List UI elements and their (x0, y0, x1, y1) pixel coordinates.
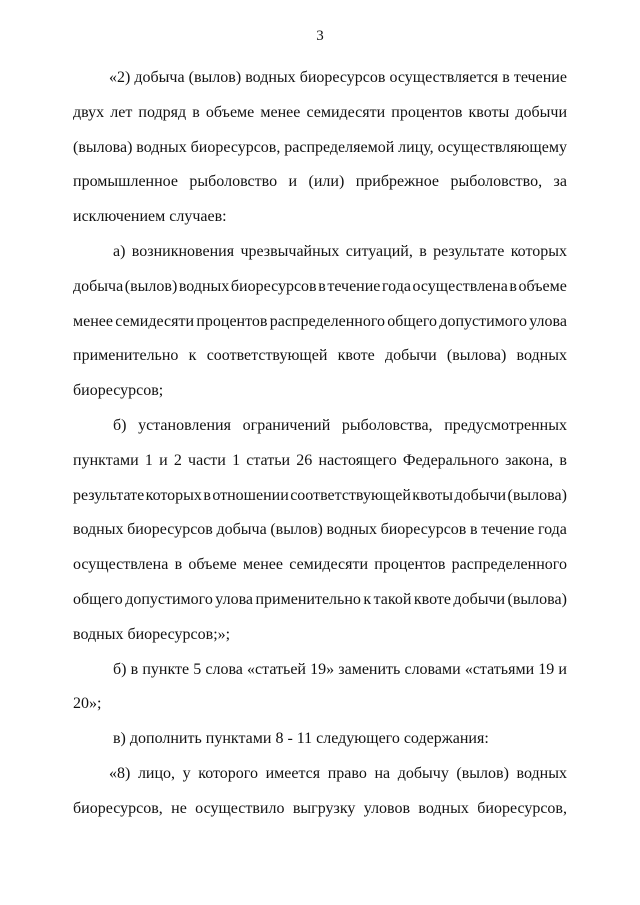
text-line (73, 519, 567, 554)
text-line (73, 485, 567, 520)
word: чрезвычайных (240, 242, 340, 260)
word: добыча (134, 69, 185, 86)
word: объеме (188, 556, 237, 574)
word: водных (136, 138, 187, 156)
word: улова (529, 312, 567, 330)
word: биоресурсов, (73, 799, 163, 817)
word: (вылова) (507, 486, 567, 504)
word: (вылова) (446, 347, 507, 365)
word: (вылов) (456, 764, 509, 782)
text-line (73, 171, 567, 206)
word: рыболовство, (450, 173, 543, 191)
word: улова (215, 590, 254, 608)
word: промышленное (73, 173, 178, 191)
word: осуществило (195, 799, 285, 817)
word: в (192, 103, 200, 121)
word: (вылова) (73, 138, 133, 156)
word: допустимого (125, 590, 213, 608)
word: добычи (515, 103, 567, 121)
word: которых (145, 486, 202, 504)
word: в (203, 486, 211, 504)
text-line (73, 798, 567, 833)
word: течение (481, 521, 535, 539)
word: водных (516, 764, 567, 782)
word: распределенного (451, 556, 567, 574)
word: соответствующей (206, 347, 328, 365)
word: Федерального (402, 451, 499, 469)
word: биоресурсов (299, 69, 386, 86)
word: квоты (412, 486, 454, 504)
text-line (73, 589, 567, 624)
word: водных (326, 521, 377, 539)
text-line (73, 415, 567, 450)
word: распределенного (269, 312, 385, 330)
word: объеме (518, 277, 567, 295)
word: распределяемой (284, 138, 395, 156)
word: и (159, 451, 168, 469)
text-line (73, 276, 567, 311)
word: в) дополнить пунктами 8 - 11 следующего содержания: (113, 730, 489, 748)
word: закона, (505, 451, 554, 469)
text-line (73, 554, 567, 589)
word: прибрежное (355, 173, 439, 191)
word: общего (73, 590, 123, 608)
word: уловов (363, 799, 411, 817)
word: добыча (73, 277, 124, 295)
word: осуществлена (412, 277, 508, 295)
word: у (182, 764, 191, 782)
text-line (73, 311, 567, 346)
word: в (509, 277, 517, 295)
text-line (73, 728, 567, 763)
word: применительно (255, 590, 361, 608)
word: «8) (109, 764, 131, 782)
word: исключением случаев: (73, 208, 227, 226)
word: процентов (391, 103, 463, 121)
text-line (73, 137, 567, 172)
word: статьи (246, 451, 291, 469)
word: не (171, 799, 187, 817)
word: добычи (453, 590, 506, 608)
word: течение (327, 277, 381, 295)
word: а) (113, 242, 126, 260)
word: ситуаций, (345, 242, 413, 260)
word: добычу (397, 764, 449, 782)
word: водных (516, 347, 567, 365)
word: в (174, 556, 183, 574)
word: и (558, 660, 567, 678)
word: применительно (73, 347, 179, 365)
word: 2 (173, 451, 182, 469)
word: заменить (338, 660, 401, 678)
word: настоящего (318, 451, 397, 469)
word: двух (73, 103, 105, 121)
word: «статьей (247, 660, 306, 678)
word: на (374, 764, 391, 782)
word: пунктами (73, 451, 139, 469)
word: которого (198, 764, 258, 782)
document-body (73, 67, 567, 833)
word: (вылов) (124, 277, 178, 295)
word: водных (418, 799, 469, 817)
word: отношении (212, 486, 289, 504)
word: квоте (337, 347, 375, 365)
word: года (537, 521, 567, 539)
word: такой (373, 590, 412, 608)
word: осуществлена (73, 556, 169, 574)
word: биоресурсов; (73, 382, 164, 400)
word: биоресурсов, (190, 138, 281, 156)
word: семидесяти (306, 103, 386, 121)
text-line (73, 763, 567, 798)
word: ограничений (242, 416, 331, 434)
word: водных (178, 277, 230, 295)
word: 1 (144, 451, 153, 469)
word: (вылов) (270, 521, 323, 539)
word: подряд (138, 103, 187, 121)
text-line (73, 659, 567, 694)
word: менее (260, 103, 301, 121)
word: к (363, 590, 372, 608)
word: в (130, 660, 139, 678)
text-line (73, 380, 567, 415)
word: 5 (193, 660, 202, 678)
word: 1 (232, 451, 241, 469)
word: общего (387, 312, 438, 330)
word: слова (205, 660, 243, 678)
word: водных биоресурсов;»; (73, 625, 231, 643)
word: года (381, 277, 411, 295)
word: квоте (413, 590, 451, 608)
word: осуществляется (389, 69, 499, 86)
word: имеется (265, 764, 321, 782)
word: семидесяти (115, 312, 195, 330)
text-line (73, 345, 567, 380)
word: выгрузку (292, 799, 356, 817)
word: осуществляющему (437, 138, 567, 156)
word: 19» (310, 660, 335, 678)
word: лицу, (398, 138, 434, 156)
word: возникновения (131, 242, 235, 260)
word: добычи (384, 347, 437, 365)
word: которых (510, 242, 567, 260)
word: процентов (196, 312, 268, 330)
word: установления (138, 416, 231, 434)
text-line (73, 450, 567, 485)
word: менее (73, 312, 113, 330)
word: в (470, 521, 478, 539)
word: биоресурсов (127, 521, 213, 539)
word: семидесяти (289, 556, 369, 574)
word: квоты (468, 103, 510, 121)
word: менее (243, 556, 283, 574)
word: предусмотренных (444, 416, 567, 434)
word: биоресурсов (230, 277, 317, 295)
page-number: 3 (316, 28, 324, 44)
word: водных (245, 69, 296, 86)
word: словами (404, 660, 461, 678)
word: в (419, 242, 427, 260)
word: лет (110, 103, 133, 121)
text-line (73, 241, 567, 276)
word: право (327, 764, 367, 782)
word: и (288, 173, 298, 191)
word: (или) (308, 173, 345, 191)
word: б) (113, 660, 127, 678)
word: «статьями (464, 660, 535, 678)
word: результате (73, 486, 145, 504)
word: лицо, (137, 764, 176, 782)
word: (вылов) (188, 69, 242, 86)
text-line (73, 206, 567, 241)
word: «2) (109, 69, 131, 86)
word: 26 (296, 451, 313, 469)
word: к (188, 347, 197, 365)
word: соответствующей (290, 486, 411, 504)
word: допустимого (439, 312, 527, 330)
word: биоресурсов, (477, 799, 567, 817)
word: рыболовства, (341, 416, 433, 434)
word: (вылова) (507, 590, 567, 608)
word: процентов (374, 556, 446, 574)
word: рыболовство (189, 173, 278, 191)
word: в (318, 277, 326, 295)
text-line (73, 624, 567, 659)
word: течение (513, 69, 567, 86)
word: биоресурсов (380, 521, 467, 539)
text-line (73, 102, 567, 137)
word: добыча (216, 521, 267, 539)
word: в (502, 69, 510, 86)
word: 19 (538, 660, 555, 678)
word: водных (73, 521, 124, 539)
text-line (73, 67, 567, 102)
word: пункте (142, 660, 190, 678)
word: добычи (454, 486, 507, 504)
word: за (553, 173, 567, 191)
word: результате (433, 242, 505, 260)
word: объеме (205, 103, 255, 121)
word: части (188, 451, 226, 469)
word: б) (113, 416, 127, 434)
word: в (559, 451, 567, 469)
text-line (73, 693, 567, 728)
word: 20»; (73, 695, 102, 713)
